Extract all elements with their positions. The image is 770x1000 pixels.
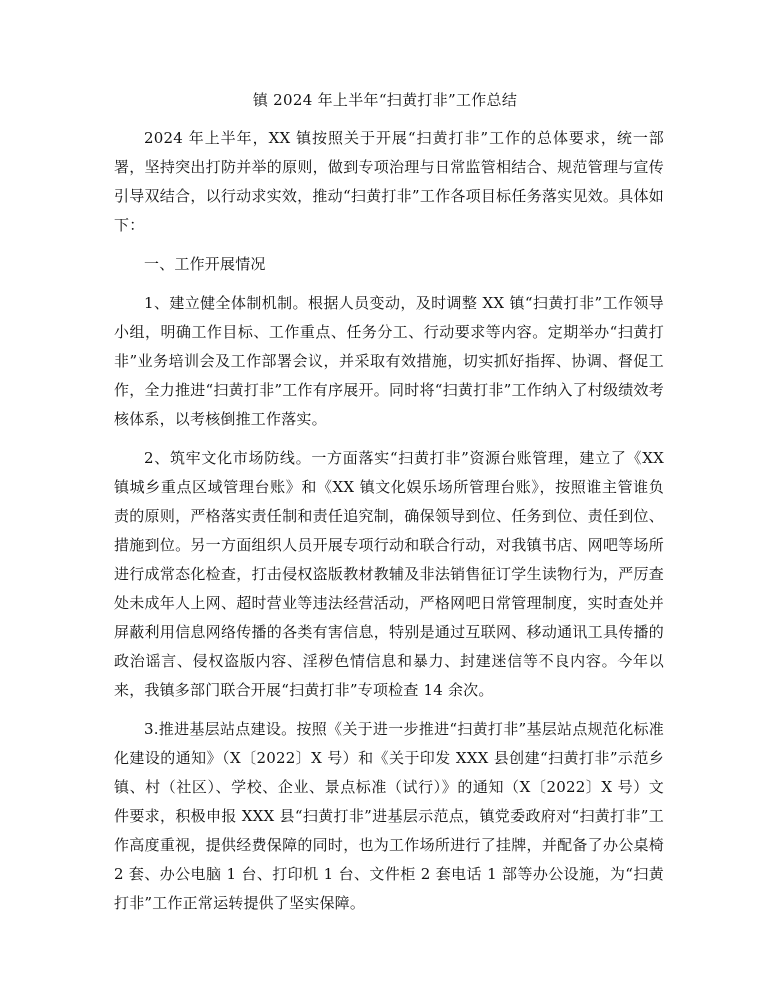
item-paragraph-1: 1、建立健全体制机制。根据人员变动，及时调整 XX 镇“扫黄打非”工作领导小组，明确工作目标、工作重点、任务分工、行动要求等内容。定期举办“扫黄打非”业务培训会及工作部署会议，并采取有效措施，切实抓好指挥、协调、督促工作，全力推进“扫黄打非”工作有序展开。同时将“扫黄打非”工作纳入了村级绩效考核体系，以考核倒推工作落实。 — [114, 294, 664, 428]
intro-paragraph: 2024 年上半年，XX 镇按照关于开展“扫黄打非”工作的总体要求，统一部署，坚持突出打防并举的原则，做到专项治理与日常监管相结合、规范管理与宣传引导双结合，以行动求实效，推动“扫黄打非”工作各项目标任务落实见效。具体如下： — [114, 129, 664, 234]
document-body — [114, 124, 664, 928]
document-title: 镇 2024 年上半年“扫黄打非”工作总结 — [252, 91, 518, 109]
section-heading: 一、工作开展情况 — [144, 255, 266, 273]
item-paragraph-3: 3.推进基层站点建设。按照《关于进一步推进“扫黄打非”基层站点规范化标准化建设的通知》（X〔2022〕X 号）和《关于印发 XXX 县创建“扫黄打非”示范乡镇、村（社区）、学校、企业、景点标准（试行）》的通知（X〔2022〕X 号）文件要求，积极申报 XXX 县“扫黄打非”进基层示范点，镇党委政府对“扫黄打非”工作高度重视，提供经费保障的同时，也为工作场所进行了挂牌，并配备了办公桌椅 2 套、办公电脑 1 台、打印机 1 台、文件柜 2 套电话 1 部等办公设施，为“扫黄打非”工作正常运转提供了坚实保障。 — [114, 720, 664, 912]
item-paragraph-2: 2、筑牢文化市场防线。一方面落实“扫黄打非”资源台账管理，建立了《XX 镇城乡重点区域管理台账》和《XX 镇文化娱乐场所管理台账》，按照谁主管谁负责的原则，严格落实责任制和责任追究制，确保领导到位、任务到位、责任到位、措施到位。另一方面组织人员开展专项行动和联合行动，对我镇书店、网吧等场所进行成常态化检查，打击侵权盗版教材教辅及非法销售征订学生读物行为，严厉查处未成年人上网、超时营业等违法经营活动，严格网吧日常管理制度，实时查处并屏蔽利用信息网络传播的各类有害信息，特别是通过互联网、移动通讯工具传播的政治谣言、侵权盗版内容、淫秽色情信息和暴力、封建迷信等不良内容。今年以来，我镇多部门联合开展“扫黄打非”专项检查 14 余次。 — [114, 449, 664, 699]
